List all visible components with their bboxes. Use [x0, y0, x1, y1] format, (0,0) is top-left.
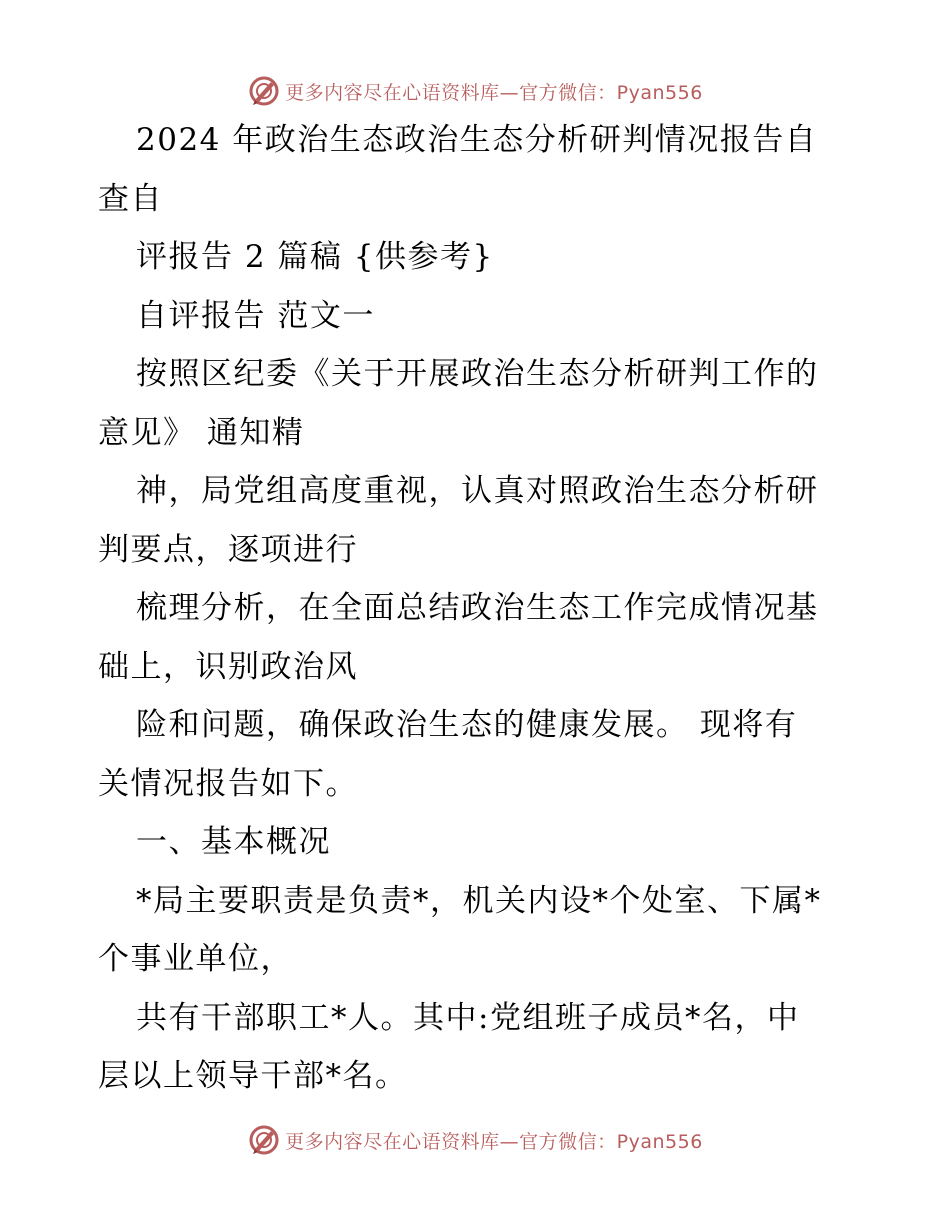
- text-line: 础上，识别政治风: [98, 648, 358, 685]
- text-line: 评报告 2 篇稿 {供参考}: [136, 239, 494, 275]
- text-line: 按照区纪委《关于开展政治生态分析研判工作的: [136, 356, 819, 392]
- text-line: 自评报告 范文一: [136, 297, 375, 334]
- watermark-text: 更多内容尽在心语资料库—官方微信：Pyan556: [285, 1130, 703, 1153]
- text-line: 个事业单位，: [98, 941, 293, 977]
- text-line: 意见》 通知精: [98, 414, 305, 451]
- text-line: 关情况报告如下。: [98, 765, 358, 802]
- text-line: 梳理分析，在全面总结政治生态工作完成情况基: [136, 590, 819, 626]
- text-line: 判要点，逐项进行: [98, 531, 358, 568]
- watermark-text: 更多内容尽在心语资料库—官方微信：Pyan556: [285, 81, 703, 104]
- text-line: 层以上领导干部*名。: [98, 1058, 408, 1094]
- text-line: 2024 年政治生态政治生态分析研判情况报告自: [136, 122, 818, 158]
- text-line: 一、基本概况: [136, 824, 331, 860]
- pen-logo-icon: [247, 74, 281, 108]
- text-line: 共有干部职工*人。其中:党组班子成员*名，中: [136, 999, 800, 1036]
- text-line: 险和问题，确保政治生态的健康发展。 现将有: [136, 707, 798, 743]
- text-line: 神，局党组高度重视，认真对照政治生态分析研: [136, 473, 819, 509]
- header-watermark: [0, 71, 950, 111]
- pen-logo-icon: [247, 1123, 281, 1157]
- footer-watermark: [0, 1120, 950, 1160]
- text-line: 查自: [98, 180, 163, 217]
- text-line: *局主要职责是负责*，机关内设*个处室、下属*: [136, 882, 822, 919]
